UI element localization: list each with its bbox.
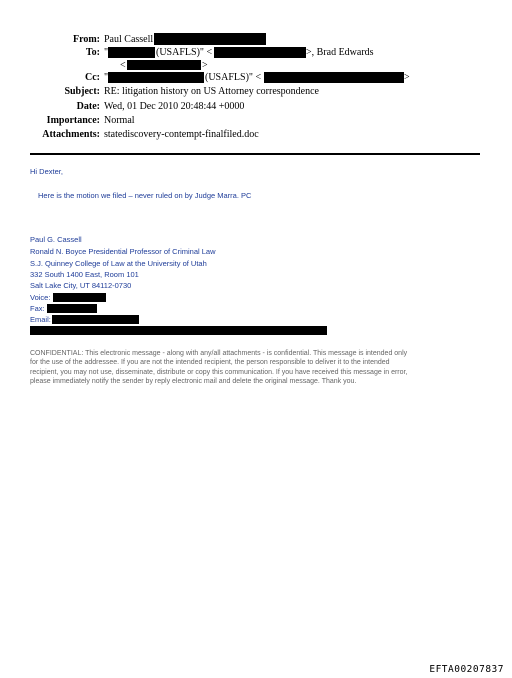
bates-number: EFTA00207837 (429, 664, 504, 675)
redaction-box (154, 33, 266, 45)
confidentiality-line: CONFIDENTIAL: This electronic message - along with any/all attachments - is confidential. This message is intended only (30, 350, 408, 357)
importance-value: Normal (104, 115, 135, 126)
to-bracket-open: < (120, 60, 126, 71)
redaction-box (264, 72, 404, 83)
signature-title: Ronald N. Boyce Presidential Professor of Criminal Law (30, 247, 216, 256)
email-label: Email: (30, 315, 51, 324)
signature-address-line2: Salt Lake City, UT 84112-0730 (30, 281, 132, 290)
redaction-box (30, 326, 327, 335)
attachments-label: Attachments: (42, 129, 100, 140)
redaction-box (47, 304, 97, 313)
redaction-box (52, 315, 139, 324)
confidentiality-line: please immediately notify the sender by reply electronic mail and delete the original message. Thank you. (30, 377, 357, 385)
redaction-box (108, 47, 155, 58)
to-quote: " (104, 47, 109, 58)
from-label: From: (72, 34, 100, 45)
header-divider (30, 153, 480, 155)
fax-label: Fax: (30, 304, 45, 313)
date-label: Date: (76, 101, 100, 112)
subject-label: Subject: (64, 86, 100, 97)
message-text: Here is the motion we filed – never ruled on by Judge Marra. PC (38, 191, 252, 200)
attachment-filename[interactable]: statediscovery-contempt-finalfiled.doc (104, 129, 259, 140)
greeting: Hi Dexter, (30, 167, 63, 176)
importance-label: Importance: (46, 115, 100, 126)
cc-usafls: (USAFLS)" < (205, 72, 262, 83)
confidentiality-line: for the use of the addressee. If you are not the intended recipient, the person responsible to deliver it to the intended (30, 359, 390, 367)
subject-value: RE: litigation history on US Attorney correspondence (104, 86, 319, 97)
to-bracket-close: > (202, 60, 208, 71)
to-usafls: (USAFLS)" < (156, 47, 213, 58)
redaction-box (108, 72, 204, 83)
confidentiality-notice (30, 349, 490, 386)
cc-quote: " (104, 72, 109, 83)
to-label: To: (85, 47, 100, 58)
to-brad-edwards: >, Brad Edwards (306, 47, 374, 58)
signature-institution: S.J. Quinney College of Law at the University of Utah (30, 259, 207, 268)
cc-bracket-close: > (404, 72, 410, 83)
cc-label: Cc: (85, 72, 100, 83)
confidentiality-line: recipient, you may not use, disseminate, distribute or copy this communication. If you have received this message in error, (30, 368, 408, 376)
redaction-box (127, 60, 201, 70)
from-value: Paul Cassell (104, 34, 154, 45)
voice-label: Voice: (30, 293, 51, 302)
date-value: Wed, 01 Dec 2010 20:48:44 +0000 (104, 101, 245, 112)
signature-address-line1: 332 South 1400 East, Room 101 (30, 270, 139, 279)
redaction-box (53, 293, 106, 302)
redaction-box (214, 47, 306, 58)
signature-name: Paul G. Cassell (30, 235, 82, 244)
